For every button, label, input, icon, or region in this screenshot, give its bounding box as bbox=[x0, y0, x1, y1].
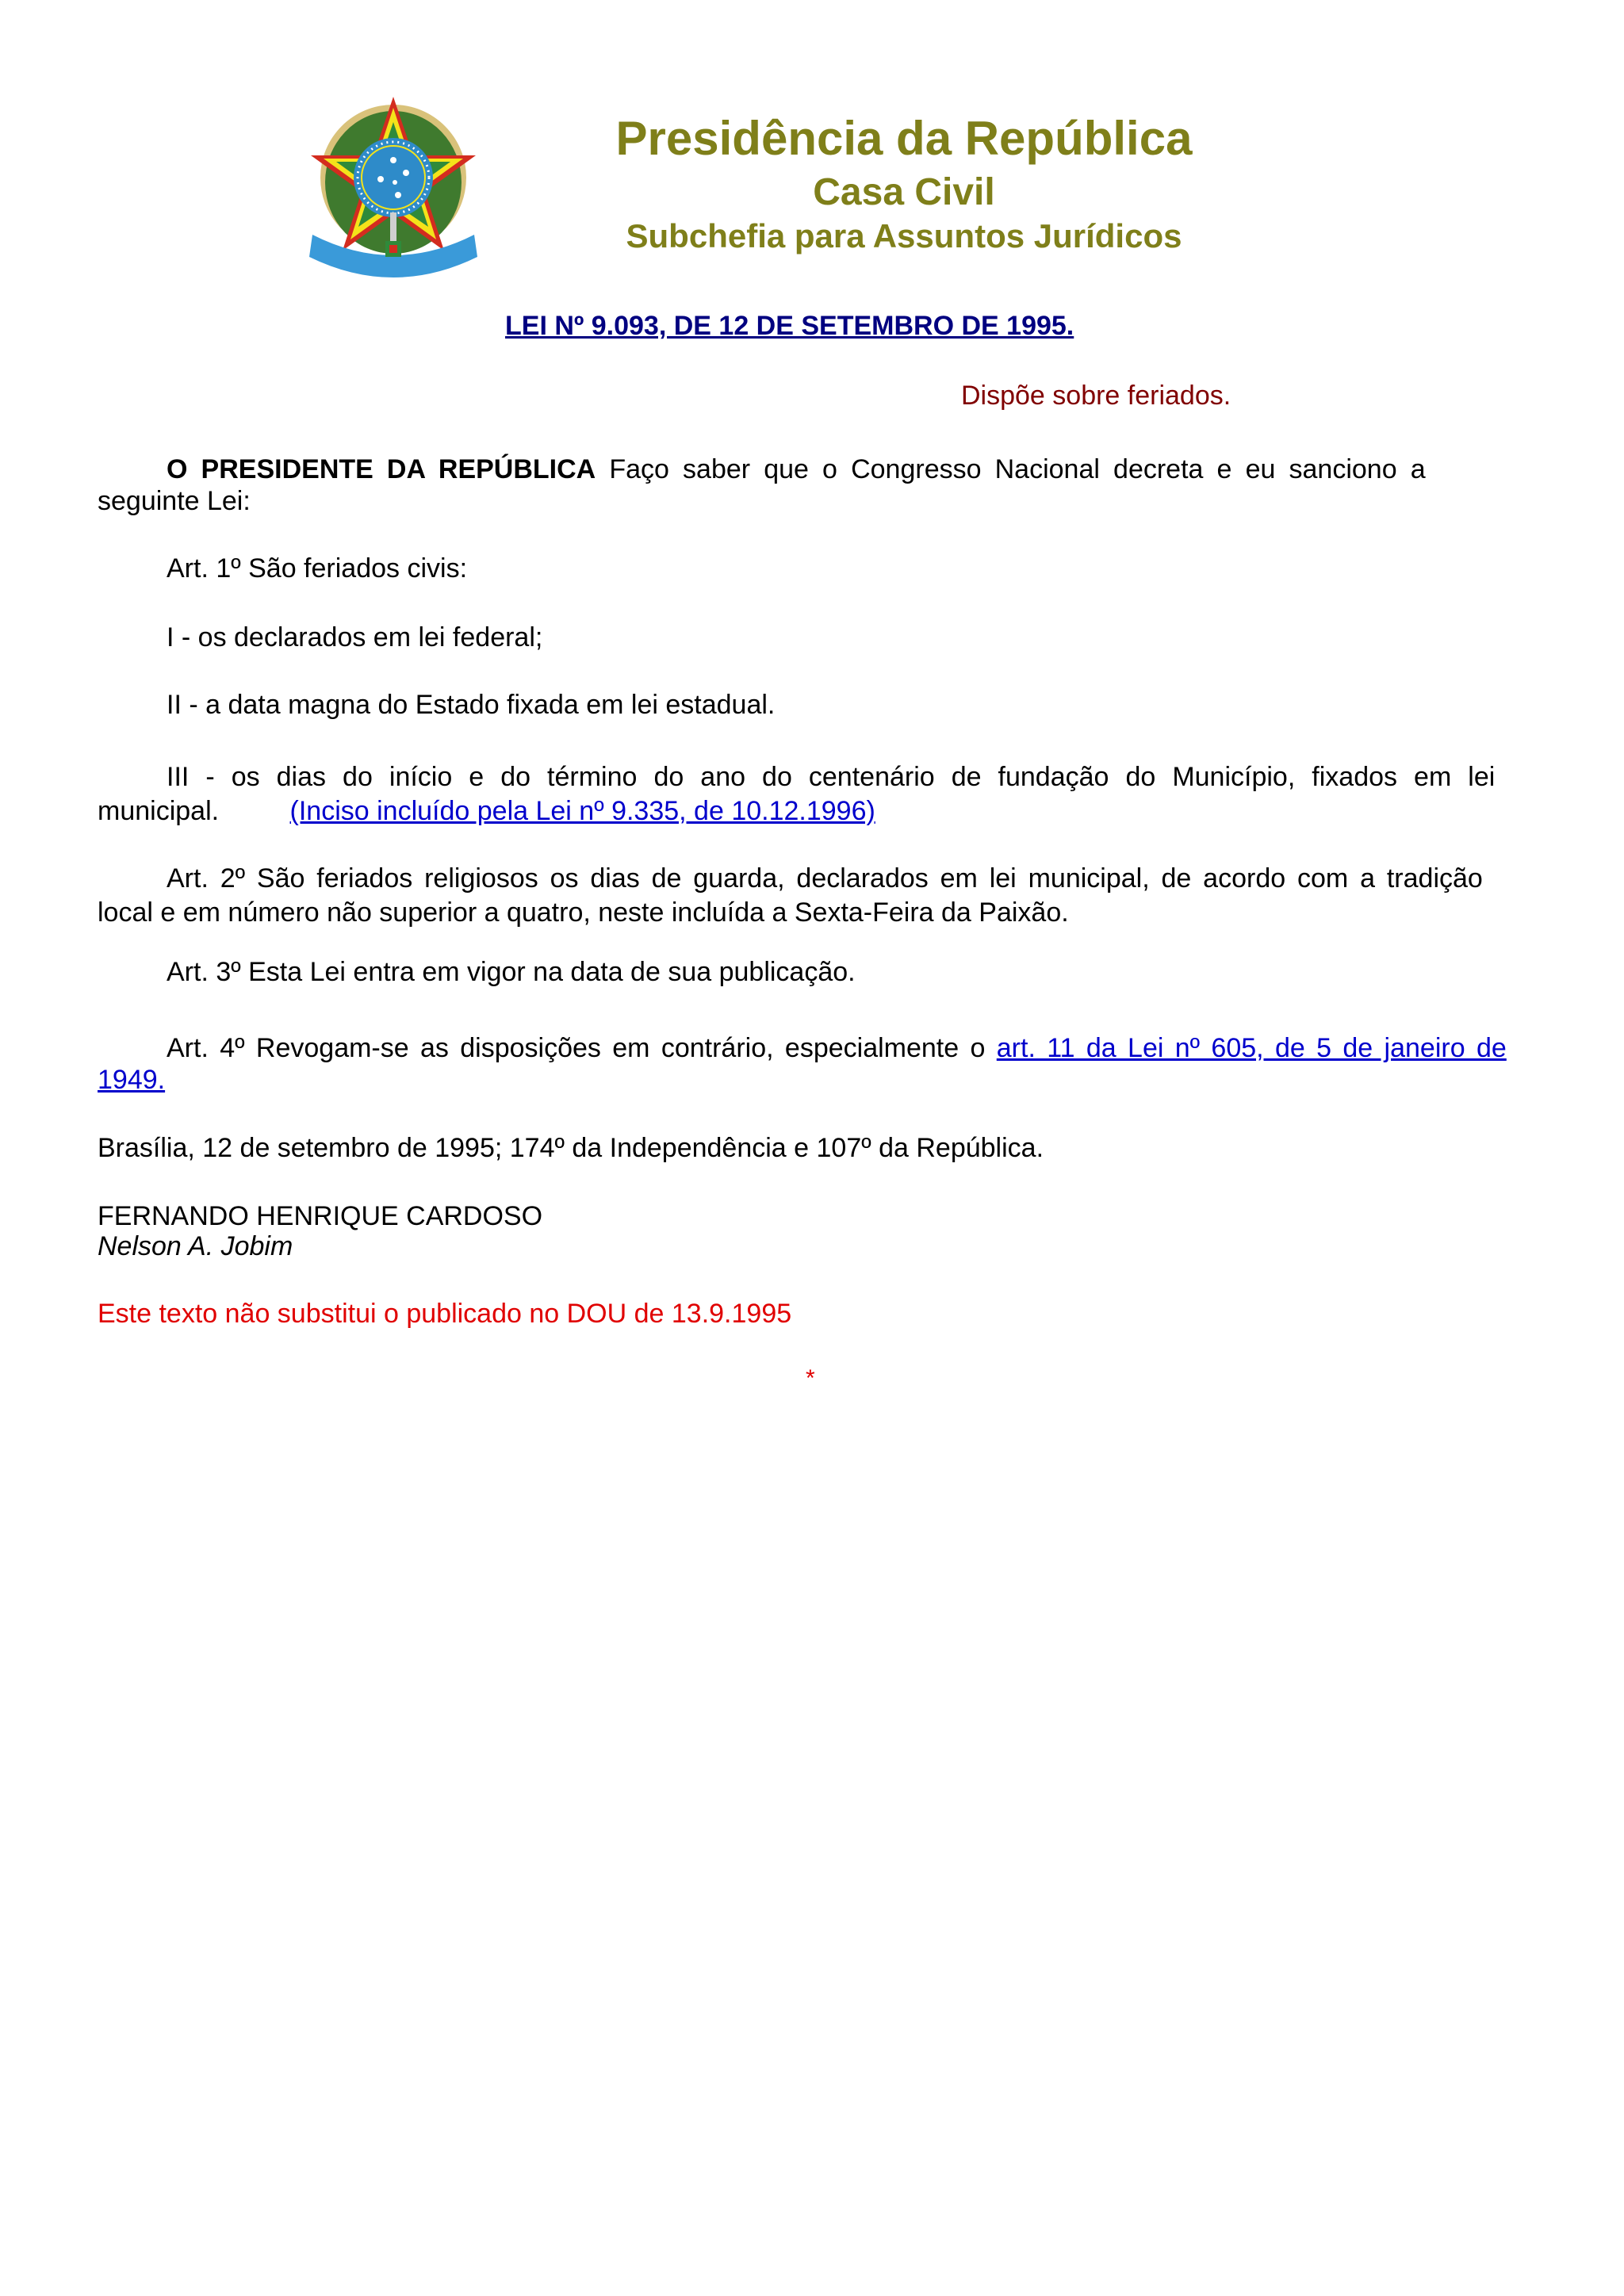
lei-605-link-continued[interactable]: 1949. bbox=[98, 1065, 166, 1095]
article-4-text: Art. 4º Revogam-se as disposições em contrário, especialmente o bbox=[167, 1033, 986, 1063]
preamble-text: Faço saber que o Congresso Nacional decreta e eu sanciono a bbox=[609, 454, 1426, 484]
coat-of-arms-emblem bbox=[308, 94, 479, 282]
article-1-item-iii-municipal: municipal. bbox=[98, 796, 220, 826]
signature-president: FERNANDO HENRIQUE CARDOSO bbox=[98, 1201, 543, 1231]
article-2-line1: Art. 2º São feriados religiosos os dias de guarda, declarados em lei municipal, de acordo com a tradição bbox=[167, 863, 1483, 894]
law-ementa: Dispõe sobre feriados. bbox=[961, 381, 1231, 411]
inciso-incluido-link[interactable]: (Inciso incluído pela Lei nº 9.335, de 10.12.1996) bbox=[289, 796, 875, 826]
article-1-item-ii: II - a data magna do Estado fixada em lei estadual. bbox=[167, 690, 776, 720]
preamble-president: O PRESIDENTE DA REPÚBLICA bbox=[167, 454, 596, 484]
header-casa-civil: Casa Civil bbox=[813, 171, 995, 213]
article-4-line2 bbox=[98, 1064, 165, 1096]
asterisk-mark: * bbox=[806, 1365, 815, 1391]
coat-of-arms-icon bbox=[308, 94, 479, 282]
signature-minister: Nelson A. Jobim bbox=[98, 1231, 293, 1261]
header-presidencia: Presidência da República bbox=[615, 112, 1193, 165]
article-2-line2: local e em número não superior a quatro, neste incluída a Sexta-Feira da Paixão. bbox=[98, 897, 1069, 928]
preamble-line1 bbox=[167, 453, 1426, 485]
article-3: Art. 3º Esta Lei entra em vigor na data de sua publicação. bbox=[167, 957, 856, 987]
law-title-link[interactable]: LEI Nº 9.093, DE 12 DE SETEMBRO DE 1995. bbox=[505, 311, 1074, 341]
article-1: Art. 1º São feriados civis: bbox=[167, 553, 468, 584]
article-1-item-i: I - os declarados em lei federal; bbox=[167, 622, 543, 652]
article-4-line1 bbox=[167, 1032, 1507, 1064]
preamble-line2: seguinte Lei: bbox=[98, 486, 251, 516]
dou-disclaimer: Este texto não substitui o publicado no DOU de 13.9.1995 bbox=[98, 1299, 792, 1329]
header-subchefia: Subchefia para Assuntos Jurídicos bbox=[626, 217, 1182, 254]
closing-date: Brasília, 12 de setembro de 1995; 174º da Independência e 107º da República. bbox=[98, 1133, 1044, 1163]
emblem-blue-circle bbox=[354, 138, 433, 217]
article-1-item-iii-line1: III - os dias do início e do término do ano do centenário de fundação do Município, fixados em lei bbox=[167, 762, 1496, 792]
article-1-item-iii-line2 bbox=[98, 795, 875, 827]
lei-605-link[interactable]: art. 11 da Lei nº 605, de 5 de janeiro de bbox=[996, 1033, 1507, 1063]
emblem-ribbon-star bbox=[389, 245, 397, 253]
